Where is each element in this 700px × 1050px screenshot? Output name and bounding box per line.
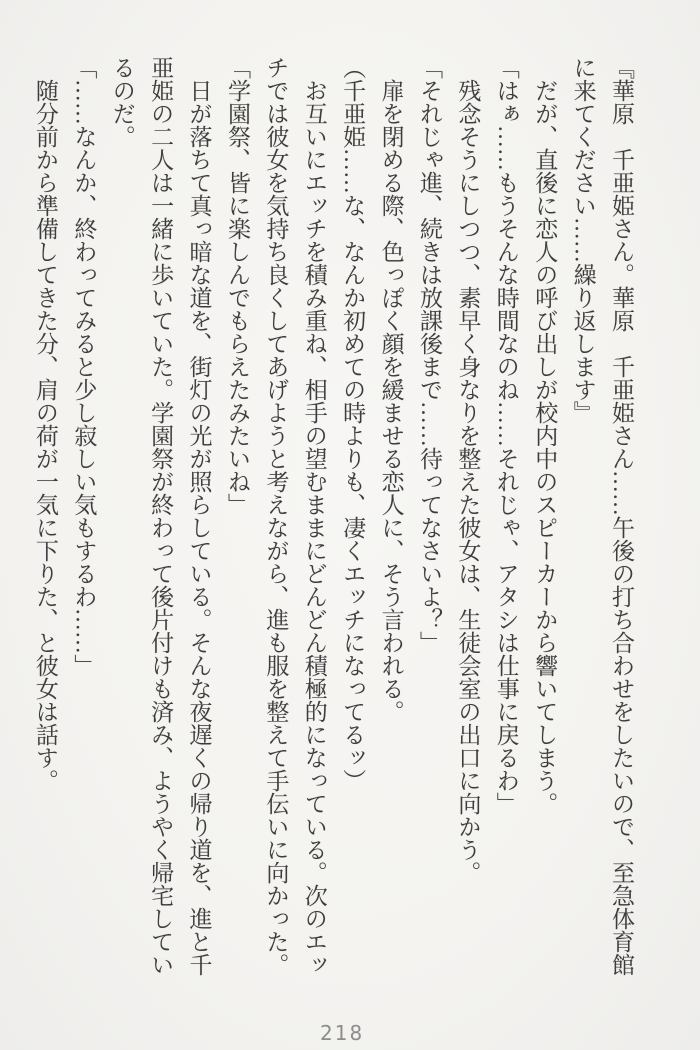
vertical-text-block — [26, 56, 641, 988]
paragraph: 日が落ちて真っ暗な道を、街灯の光が照らしている。そんな夜遅くの帰り道を、進と千亜姫の二人は一緒に歩いていた。学園祭が終わって後片付けも済み、ようやく帰宅しているのだ。 — [109, 56, 212, 976]
paragraph: 扉を閉める際、色っぽく顔を緩ませる恋人に、そう言われる。 — [378, 79, 404, 723]
paragraph: 随分前から準備してきた分、肩の荷が一気に下りた、と彼女は話す。 — [32, 79, 58, 792]
paragraph: 残念そうにしつつ、素早く身なりを整えた彼女は、生徒会室の出口に向かう。 — [455, 79, 481, 884]
paragraph: 「学園祭、皆に楽しんでもらえたみたいね」 — [224, 56, 250, 516]
paragraph: 「はぁ……もうそんな時間なのね……それじゃ、アタシは仕事に戻るわ」 — [493, 56, 519, 815]
paragraph: （千亜姫……な、なんか初めての時よりも、凄くエッチになってるッ） — [340, 56, 366, 792]
paragraph: 「……なんか、終わってみると少し寂しい気もするわ……」 — [71, 56, 97, 677]
page-number: 218 — [320, 1021, 365, 1045]
paragraph: だが、直後に恋人の呼び出しが校内中のスピーカーから響いてしまう。 — [532, 79, 558, 815]
paragraph: 「それじゃ進、続きは放課後まで……待ってなさいよ？」 — [416, 56, 442, 654]
paragraph: お互いにエッチを積み重ね、相手の望むままにどんどん積極的になっている。次のエッチでは彼女を気持ち良くしてあげようと考えながら、進も服を整えて手伝いに向かった。 — [263, 56, 327, 976]
paragraph: 『華原 千亜姫さん。華原 千亜姫さん……午後の打ち合わせをしたいので、至急体育館に来てください……繰り返します』 — [570, 56, 634, 976]
